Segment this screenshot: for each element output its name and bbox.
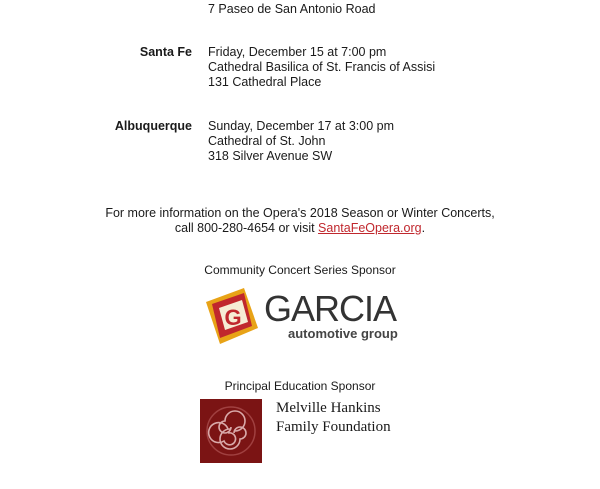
community-sponsor-label: Community Concert Series Sponsor: [204, 263, 396, 277]
garcia-mark-letter: G: [224, 305, 242, 330]
address-line: 7 Paseo de San Antonio Road: [208, 2, 376, 16]
venue-address-top: [208, 2, 376, 17]
info-period: .: [421, 221, 426, 235]
education-sponsor-label: Principal Education Sponsor: [224, 379, 376, 393]
info-line-1: For more information on the Opera's 2018 Season or Winter Concerts,: [105, 206, 495, 220]
city-label-santa-fe: Santa Fe: [139, 45, 192, 59]
triskele-icon: [200, 399, 262, 463]
melville-hankins-name: [276, 399, 391, 437]
info-line-2: [0, 221, 600, 236]
santafeopera-link[interactable]: SantaFeOpera.org: [318, 221, 422, 235]
garcia-tagline: automotive group: [288, 326, 398, 341]
mh-line-1: Melville Hankins: [276, 400, 381, 416]
concert-street: 131 Cathedral Place: [208, 75, 322, 89]
melville-hankins-emblem[interactable]: [200, 399, 262, 463]
info-call-text: call 800-280-4654 or visit: [174, 221, 319, 235]
concert-venue: Cathedral of St. John: [208, 134, 326, 148]
concert-date: Sunday, December 17 at 3:00 pm: [208, 119, 394, 133]
concert-street: 318 Silver Avenue SW: [208, 149, 333, 163]
concert-venue: Cathedral Basilica of St. Francis of Assisi: [208, 60, 436, 74]
garcia-logo-graphic: [202, 288, 402, 346]
more-info-text: [0, 206, 600, 236]
garcia-logo[interactable]: [202, 288, 402, 346]
city-label-albuquerque: Albuquerque: [114, 119, 192, 133]
concert-details-santa-fe: [208, 45, 435, 90]
mh-line-2: Family Foundation: [276, 419, 391, 435]
garcia-name: GARCIA: [264, 288, 397, 329]
concert-date: Friday, December 15 at 7:00 pm: [208, 45, 387, 59]
concert-details-albuquerque: [208, 119, 394, 164]
